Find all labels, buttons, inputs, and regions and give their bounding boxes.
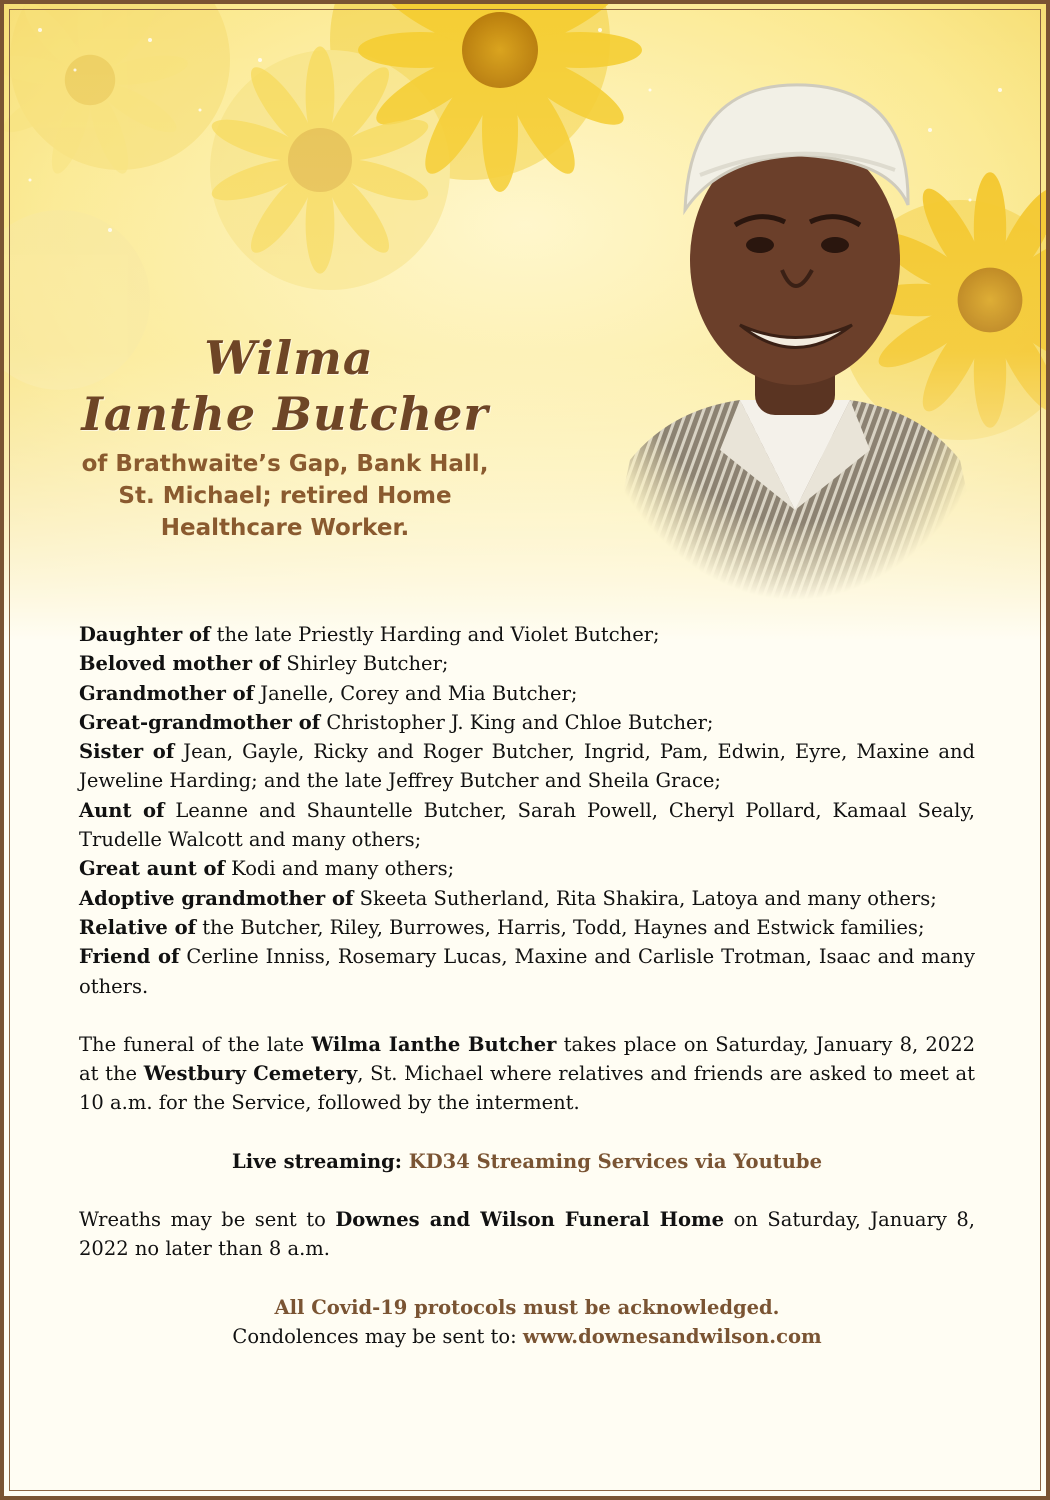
name-block xyxy=(60,330,510,544)
relation-entry xyxy=(79,708,975,737)
condolences-label: Condolences may be sent to: xyxy=(232,1324,523,1348)
relation-label: Great aunt of xyxy=(79,857,225,881)
relation-text: Leanne and Shauntelle Butcher, Sarah Powell, Cheryl Pollard, Kamaal Sealy, Trudelle Walcott and many others; xyxy=(79,798,975,852)
relation-label: Beloved mother of xyxy=(79,652,281,676)
streaming-label: Live streaming: xyxy=(232,1149,409,1173)
relation-text: the late Priestly Harding and Violet Butcher; xyxy=(210,623,660,646)
deceased-first-name: Wilma xyxy=(204,331,374,385)
relation-text: Skeeta Sutherland, Rita Shakira, Latoya and many others; xyxy=(353,886,937,910)
residence-occupation xyxy=(60,448,510,544)
relation-text: Cerline Inniss, Rosemary Lucas, Maxine and Carlisle Trotman, Isaac and many others. xyxy=(79,945,975,998)
relation-label: Adoptive grandmother of xyxy=(79,886,354,910)
relation-label: Grandmother of xyxy=(79,681,255,705)
funeral-text-1: The funeral of the late xyxy=(79,1032,312,1056)
wreaths-text-2: on Saturday, January 8, 2022 no later than 8 a.m. xyxy=(79,1208,975,1261)
condolences-website-link[interactable]: www.downesandwilson.com xyxy=(522,1324,822,1348)
subtitle-line-2: St. Michael; retired Home xyxy=(118,483,452,509)
condolences-line xyxy=(79,1322,975,1351)
covid-notice: All Covid-19 protocols must be acknowledged. xyxy=(274,1295,780,1319)
relation-entry xyxy=(79,679,975,708)
relation-text: the Butcher, Riley, Burrowes, Harris, Todd, Haynes and Estwick families; xyxy=(196,915,925,939)
relation-entry xyxy=(79,884,975,913)
relation-entry xyxy=(79,854,975,883)
relation-label: Aunt of xyxy=(79,798,165,822)
relation-text: Janelle, Corey and Mia Butcher; xyxy=(254,681,578,705)
relation-entry xyxy=(79,942,975,1001)
relation-entry xyxy=(79,796,975,855)
relation-text: Shirley Butcher; xyxy=(280,652,449,676)
relation-entry xyxy=(79,620,975,649)
funeral-text-2: takes place on Saturday, January 8, 2022 at the xyxy=(79,1032,976,1086)
relation-entry xyxy=(79,913,975,942)
streaming-service-link[interactable]: KD34 Streaming Services via Youtube xyxy=(408,1149,822,1173)
funeral-deceased-name: Wilma Ianthe Butcher xyxy=(311,1032,557,1056)
funeral-text-3: , St. Michael where relatives and friends are asked to meet at 10 a.m. for the Service, followed by the interment. xyxy=(79,1062,975,1115)
relation-entry xyxy=(79,649,975,678)
deceased-middle-last-name: Ianthe Butcher xyxy=(81,387,489,441)
portrait-photo xyxy=(590,40,1000,600)
relation-label: Friend of xyxy=(79,945,180,969)
wreaths-text-1: Wreaths may be sent to xyxy=(79,1208,336,1232)
subtitle-line-1: of Brathwaite’s Gap, Bank Hall, xyxy=(81,451,489,477)
funeral-venue: Westbury Cemetery xyxy=(143,1062,358,1086)
subtitle-line-3: Healthcare Worker. xyxy=(160,515,410,541)
wreaths-notice xyxy=(79,1205,975,1264)
relation-text: Christopher J. King and Chloe Butcher; xyxy=(320,710,714,734)
relation-label: Great-grandmother of xyxy=(79,710,321,734)
live-streaming xyxy=(79,1147,975,1176)
closing-notes xyxy=(79,1293,975,1352)
relations-list xyxy=(79,620,975,1001)
relation-text: Jean, Gayle, Ricky and Roger Butcher, Ingrid, Pam, Edwin, Eyre, Maxine and Jeweline Harding; and the late Jeffrey Butcher and Sheila Grace; xyxy=(79,740,975,793)
relation-entry xyxy=(79,737,975,796)
relation-label: Daughter of xyxy=(79,623,211,646)
funeral-home-name: Downes and Wilson Funeral Home xyxy=(335,1208,725,1232)
funeral-notice xyxy=(79,1030,975,1118)
relation-text: Kodi and many others; xyxy=(224,857,455,881)
obituary-body xyxy=(79,620,975,1351)
relation-label: Sister of xyxy=(79,740,175,764)
relation-label: Relative of xyxy=(79,915,196,939)
